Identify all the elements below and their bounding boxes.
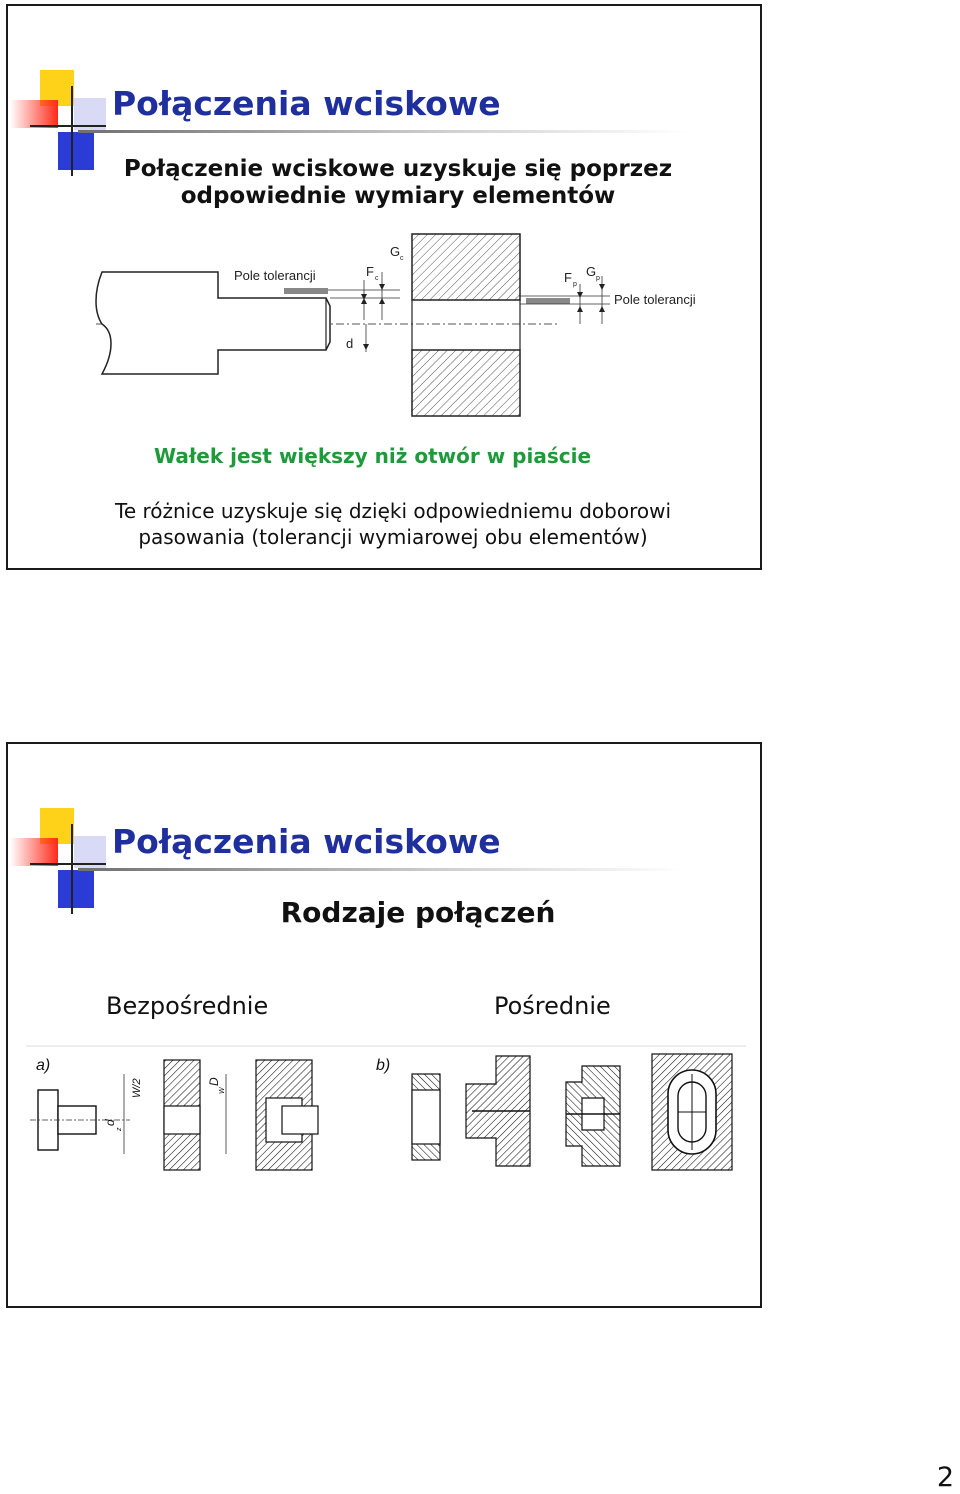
explanation-text: [88, 498, 698, 550]
tolerance-band-shaft: [284, 288, 328, 294]
explanation-line-1: Te różnice uzyskuje się dzięki odpowiedniemu doborowi: [115, 499, 671, 523]
label-gc: G: [390, 244, 401, 259]
slide-logo-icon: [10, 808, 106, 918]
slide-2: [6, 742, 762, 1308]
title-divider: [78, 868, 688, 871]
label-b: b): [376, 1057, 391, 1074]
label-tolerance-shaft: Pole tolerancji: [234, 268, 316, 283]
label-fp: F: [564, 270, 572, 285]
label-dw-sub: W: [219, 1087, 226, 1094]
label-dw: D: [207, 1077, 221, 1086]
slide-1: [6, 4, 762, 570]
label-fc-sub: c: [375, 275, 379, 282]
label-dz-sub: z: [116, 1127, 123, 1131]
hub-lower: [412, 350, 520, 416]
intro-text: [98, 156, 698, 210]
label-gc-sub: c: [400, 255, 404, 262]
slide-subtitle: Rodzaje połączeń: [280, 896, 556, 929]
slide-title: Połączenia wciskowe: [112, 84, 501, 123]
label-a: a): [36, 1057, 51, 1074]
shaft-hub-tolerance-diagram: [90, 232, 710, 418]
joint-types-drawing: [26, 1044, 748, 1176]
title-divider: [78, 130, 688, 133]
slide-logo-icon: [10, 70, 106, 180]
tolerance-band-hub: [526, 298, 570, 304]
label-indirect: Pośrednie: [494, 992, 611, 1020]
label-direct: Bezpośrednie: [106, 992, 269, 1020]
label-gp: G: [586, 264, 597, 279]
label-fc: F: [366, 264, 374, 279]
label-dz: d: [103, 1119, 117, 1126]
label-gp-sub: p: [596, 275, 600, 282]
slide-title: Połączenia wciskowe: [112, 822, 501, 861]
label-tolerance-hub: Pole tolerancji: [614, 292, 696, 307]
shaft-outline: [96, 272, 330, 374]
label-w2: W/2: [131, 1078, 143, 1098]
label-fp-sub: p: [573, 281, 577, 288]
intro-line-1: Połączenie wciskowe uzyskuje się poprzez: [123, 156, 673, 182]
shaft-larger-note: Wałek jest większy niż otwór w piaście: [154, 444, 592, 468]
intro-line-2: odpowiednie wymiary elementów: [180, 183, 616, 209]
label-d: d: [346, 336, 354, 351]
page-number: 2: [936, 1462, 954, 1493]
explanation-line-2: pasowania (tolerancji wymiarowej obu elementów): [138, 525, 648, 549]
hub-upper: [412, 234, 520, 300]
